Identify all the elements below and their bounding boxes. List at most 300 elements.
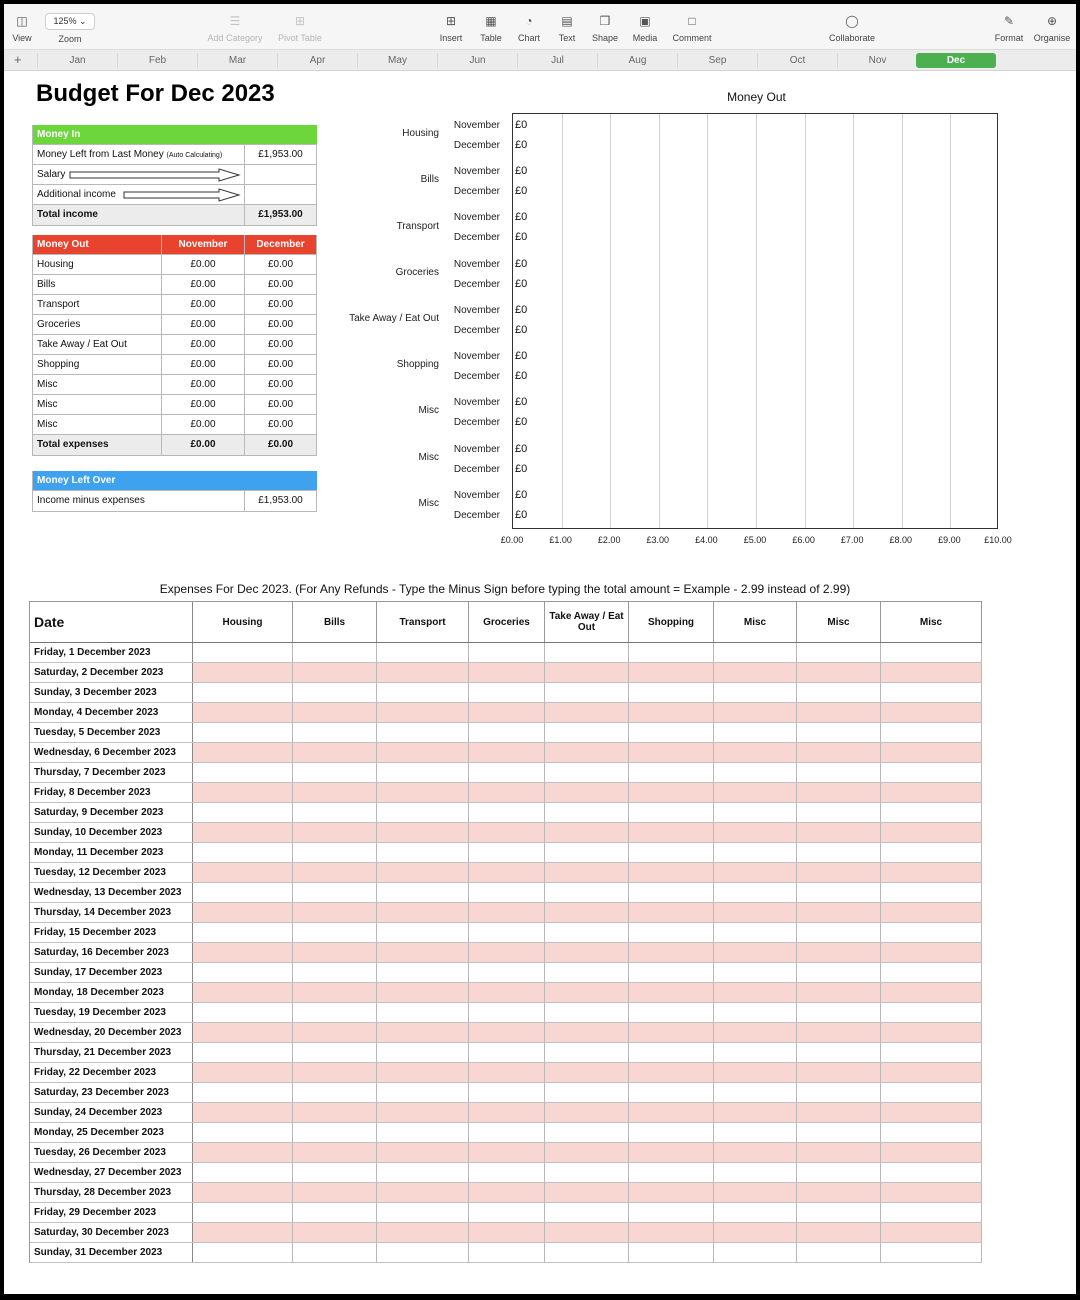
expense-cell[interactable]	[629, 863, 714, 882]
expense-cell[interactable]	[881, 803, 982, 822]
expense-cell[interactable]	[293, 1083, 377, 1102]
expense-cell[interactable]	[293, 803, 377, 822]
expense-cell[interactable]	[881, 1023, 982, 1042]
expense-cell[interactable]	[797, 723, 881, 742]
expense-cell[interactable]	[193, 823, 293, 842]
expense-cell[interactable]	[469, 883, 545, 902]
expense-cell[interactable]	[881, 1123, 982, 1142]
expense-cell[interactable]	[797, 1243, 881, 1262]
expense-cell[interactable]	[797, 1043, 881, 1062]
expense-cell[interactable]	[545, 943, 629, 962]
expense-cell[interactable]	[469, 1183, 545, 1202]
expense-cell[interactable]	[714, 1183, 797, 1202]
comment-button[interactable]: □ Comment	[668, 13, 716, 43]
expense-cell[interactable]	[293, 923, 377, 942]
expense-cell[interactable]	[881, 663, 982, 682]
expense-cell[interactable]	[714, 1163, 797, 1182]
expense-cell[interactable]	[714, 963, 797, 982]
date-cell[interactable]: Saturday, 30 December 2023	[30, 1223, 193, 1242]
expense-cell[interactable]	[714, 923, 797, 942]
expense-cell[interactable]	[797, 1083, 881, 1102]
expense-cell[interactable]	[714, 1143, 797, 1162]
expense-cell[interactable]	[714, 643, 797, 662]
tab-nov[interactable]: Nov	[837, 53, 917, 68]
expense-cell[interactable]	[377, 783, 469, 802]
expense-cell[interactable]	[293, 743, 377, 762]
expense-cell[interactable]	[377, 1143, 469, 1162]
expense-cell[interactable]	[797, 1183, 881, 1202]
expense-cell[interactable]	[881, 923, 982, 942]
expense-cell[interactable]	[797, 643, 881, 662]
expense-cell[interactable]	[193, 883, 293, 902]
expense-cell[interactable]	[629, 683, 714, 702]
expense-cell[interactable]	[469, 643, 545, 662]
expense-cell[interactable]	[881, 1163, 982, 1182]
tab-sep[interactable]: Sep	[677, 53, 757, 68]
expense-cell[interactable]	[469, 703, 545, 722]
expense-cell[interactable]	[377, 1243, 469, 1262]
tab-may[interactable]: May	[357, 53, 437, 68]
expense-cell[interactable]	[469, 1003, 545, 1022]
insert-button[interactable]: ⊞ Insert	[434, 13, 468, 43]
expense-cell[interactable]	[469, 1023, 545, 1042]
expense-cell[interactable]	[714, 1103, 797, 1122]
table-button[interactable]: ▦ Table	[474, 13, 508, 43]
expense-cell[interactable]	[629, 723, 714, 742]
expense-cell[interactable]	[629, 1143, 714, 1162]
expense-cell[interactable]	[797, 1223, 881, 1242]
expense-cell[interactable]	[629, 1023, 714, 1042]
date-cell[interactable]: Tuesday, 26 December 2023	[30, 1143, 193, 1162]
expense-cell[interactable]	[469, 1103, 545, 1122]
expense-cell[interactable]	[629, 643, 714, 662]
expense-cell[interactable]	[377, 1103, 469, 1122]
expense-cell[interactable]	[377, 903, 469, 922]
expense-cell[interactable]	[629, 743, 714, 762]
expense-cell[interactable]	[469, 903, 545, 922]
expense-cell[interactable]	[293, 783, 377, 802]
expense-cell[interactable]	[293, 903, 377, 922]
expense-cell[interactable]	[293, 963, 377, 982]
expense-cell[interactable]	[193, 663, 293, 682]
expense-cell[interactable]	[293, 1143, 377, 1162]
expense-cell[interactable]	[377, 943, 469, 962]
expense-cell[interactable]	[629, 1003, 714, 1022]
expense-cell[interactable]	[881, 843, 982, 862]
expense-cell[interactable]	[469, 1123, 545, 1142]
expense-cell[interactable]	[797, 823, 881, 842]
expense-cell[interactable]	[881, 883, 982, 902]
expense-cell[interactable]	[545, 1183, 629, 1202]
chart-plot-area[interactable]	[512, 113, 998, 529]
add-category-button[interactable]: ☰ Add Category	[202, 13, 268, 43]
expense-cell[interactable]	[714, 943, 797, 962]
expense-cell[interactable]	[293, 1023, 377, 1042]
expense-cell[interactable]	[797, 983, 881, 1002]
expense-cell[interactable]	[293, 703, 377, 722]
expense-cell[interactable]	[629, 1243, 714, 1262]
expense-cell[interactable]	[545, 763, 629, 782]
expense-cell[interactable]	[629, 843, 714, 862]
date-cell[interactable]: Thursday, 7 December 2023	[30, 763, 193, 782]
expense-cell[interactable]	[714, 823, 797, 842]
expense-cell[interactable]	[881, 1103, 982, 1122]
expense-cell[interactable]	[377, 1063, 469, 1082]
expense-cell[interactable]	[377, 883, 469, 902]
expense-cell[interactable]	[469, 1083, 545, 1102]
tab-apr[interactable]: Apr	[277, 53, 357, 68]
column-header[interactable]: Misc	[714, 602, 797, 642]
date-cell[interactable]: Wednesday, 20 December 2023	[30, 1023, 193, 1042]
expense-cell[interactable]	[469, 963, 545, 982]
expense-cell[interactable]	[797, 663, 881, 682]
expense-cell[interactable]	[193, 783, 293, 802]
expense-cell[interactable]	[469, 683, 545, 702]
expense-cell[interactable]	[545, 723, 629, 742]
expense-cell[interactable]	[545, 683, 629, 702]
pivot-table-button[interactable]: ⊞ Pivot Table	[272, 13, 328, 43]
expense-cell[interactable]	[714, 783, 797, 802]
expense-cell[interactable]	[377, 1163, 469, 1182]
expense-cell[interactable]	[797, 1023, 881, 1042]
expense-cell[interactable]	[293, 1223, 377, 1242]
expense-cell[interactable]	[193, 1103, 293, 1122]
expense-cell[interactable]	[469, 943, 545, 962]
expense-cell[interactable]	[714, 843, 797, 862]
media-button[interactable]: ▣ Media	[628, 13, 662, 43]
expense-cell[interactable]	[629, 1083, 714, 1102]
expense-cell[interactable]	[293, 663, 377, 682]
expense-cell[interactable]	[714, 803, 797, 822]
expense-cell[interactable]	[377, 663, 469, 682]
expense-cell[interactable]	[881, 1243, 982, 1262]
expense-cell[interactable]	[881, 1183, 982, 1202]
expense-cell[interactable]	[545, 803, 629, 822]
expense-cell[interactable]	[469, 983, 545, 1002]
add-sheet-icon[interactable]: +	[14, 52, 22, 67]
expense-cell[interactable]	[797, 743, 881, 762]
date-cell[interactable]: Tuesday, 12 December 2023	[30, 863, 193, 882]
expense-cell[interactable]	[293, 823, 377, 842]
expense-cell[interactable]	[293, 1183, 377, 1202]
expense-cell[interactable]	[377, 1003, 469, 1022]
expense-cell[interactable]	[293, 883, 377, 902]
expense-cell[interactable]	[797, 763, 881, 782]
expense-cell[interactable]	[545, 1243, 629, 1262]
date-cell[interactable]: Friday, 1 December 2023	[30, 643, 193, 662]
column-header[interactable]: Misc	[797, 602, 881, 642]
expense-cell[interactable]	[881, 1083, 982, 1102]
expense-cell[interactable]	[377, 963, 469, 982]
expense-cell[interactable]	[629, 823, 714, 842]
date-cell[interactable]: Friday, 8 December 2023	[30, 783, 193, 802]
expense-cell[interactable]	[629, 703, 714, 722]
date-cell[interactable]: Monday, 11 December 2023	[30, 843, 193, 862]
expense-cell[interactable]	[881, 963, 982, 982]
expense-cell[interactable]	[193, 703, 293, 722]
expense-cell[interactable]	[293, 723, 377, 742]
zoom-control[interactable]: 125% ⌄ Zoom	[44, 13, 96, 44]
date-cell[interactable]: Sunday, 17 December 2023	[30, 963, 193, 982]
expense-cell[interactable]	[545, 783, 629, 802]
expense-cell[interactable]	[293, 1003, 377, 1022]
expense-cell[interactable]	[193, 1143, 293, 1162]
expense-cell[interactable]	[881, 1143, 982, 1162]
expense-cell[interactable]	[714, 1203, 797, 1222]
expense-cell[interactable]	[293, 1063, 377, 1082]
expense-cell[interactable]	[797, 783, 881, 802]
expense-cell[interactable]	[714, 723, 797, 742]
expense-cell[interactable]	[714, 1043, 797, 1062]
expense-cell[interactable]	[293, 843, 377, 862]
expense-cell[interactable]	[377, 1023, 469, 1042]
expense-cell[interactable]	[545, 1023, 629, 1042]
expense-cell[interactable]	[797, 943, 881, 962]
expense-cell[interactable]	[714, 703, 797, 722]
expense-cell[interactable]	[293, 763, 377, 782]
tab-jul[interactable]: Jul	[517, 53, 597, 68]
expense-cell[interactable]	[377, 803, 469, 822]
expense-cell[interactable]	[881, 763, 982, 782]
date-cell[interactable]: Monday, 4 December 2023	[30, 703, 193, 722]
expense-cell[interactable]	[469, 823, 545, 842]
expense-cell[interactable]	[469, 763, 545, 782]
expense-cell[interactable]	[193, 763, 293, 782]
expense-cell[interactable]	[629, 1163, 714, 1182]
expense-cell[interactable]	[545, 1123, 629, 1142]
expense-cell[interactable]	[797, 843, 881, 862]
expense-cell[interactable]	[293, 1123, 377, 1142]
expense-cell[interactable]	[629, 1123, 714, 1142]
expense-cell[interactable]	[193, 743, 293, 762]
expense-cell[interactable]	[714, 763, 797, 782]
expense-cell[interactable]	[193, 863, 293, 882]
expense-cell[interactable]	[193, 1063, 293, 1082]
expense-cell[interactable]	[797, 683, 881, 702]
column-header[interactable]: Groceries	[469, 602, 545, 642]
expense-cell[interactable]	[545, 703, 629, 722]
expense-cell[interactable]	[545, 823, 629, 842]
expense-cell[interactable]	[293, 1163, 377, 1182]
expense-cell[interactable]	[193, 1023, 293, 1042]
expense-cell[interactable]	[469, 1223, 545, 1242]
expense-cell[interactable]	[193, 1163, 293, 1182]
expense-cell[interactable]	[545, 963, 629, 982]
expense-cell[interactable]	[714, 863, 797, 882]
expense-cell[interactable]	[881, 683, 982, 702]
expense-cell[interactable]	[469, 743, 545, 762]
organise-button[interactable]: ⊕ Organise	[1030, 13, 1074, 43]
expense-cell[interactable]	[881, 723, 982, 742]
expense-cell[interactable]	[881, 703, 982, 722]
expense-cell[interactable]	[545, 1003, 629, 1022]
expense-cell[interactable]	[629, 923, 714, 942]
expense-cell[interactable]	[377, 863, 469, 882]
expense-cell[interactable]	[193, 1223, 293, 1242]
expense-cell[interactable]	[293, 1243, 377, 1262]
expense-cell[interactable]	[193, 803, 293, 822]
expense-cell[interactable]	[545, 843, 629, 862]
expense-cell[interactable]	[193, 1043, 293, 1062]
expense-cell[interactable]	[293, 683, 377, 702]
expense-cell[interactable]	[545, 1143, 629, 1162]
expense-cell[interactable]	[797, 883, 881, 902]
expense-cell[interactable]	[193, 1243, 293, 1262]
expense-cell[interactable]	[469, 723, 545, 742]
expense-cell[interactable]	[797, 1203, 881, 1222]
column-header[interactable]: Date	[30, 602, 193, 642]
expense-cell[interactable]	[545, 1163, 629, 1182]
expense-cell[interactable]	[377, 1083, 469, 1102]
expense-cell[interactable]	[629, 1223, 714, 1242]
expense-cell[interactable]	[377, 643, 469, 662]
date-cell[interactable]: Wednesday, 27 December 2023	[30, 1163, 193, 1182]
expense-cell[interactable]	[377, 843, 469, 862]
expense-cell[interactable]	[469, 663, 545, 682]
expense-cell[interactable]	[377, 1203, 469, 1222]
expense-cell[interactable]	[545, 1103, 629, 1122]
date-cell[interactable]: Thursday, 14 December 2023	[30, 903, 193, 922]
expense-cell[interactable]	[545, 1223, 629, 1242]
expense-cell[interactable]	[469, 863, 545, 882]
date-cell[interactable]: Tuesday, 5 December 2023	[30, 723, 193, 742]
expense-cell[interactable]	[293, 863, 377, 882]
date-cell[interactable]: Thursday, 21 December 2023	[30, 1043, 193, 1062]
expense-cell[interactable]	[377, 1043, 469, 1062]
tab-aug[interactable]: Aug	[597, 53, 677, 68]
column-header[interactable]: Bills	[293, 602, 377, 642]
date-cell[interactable]: Sunday, 3 December 2023	[30, 683, 193, 702]
tab-mar[interactable]: Mar	[197, 53, 277, 68]
column-header[interactable]: Transport	[377, 602, 469, 642]
expense-cell[interactable]	[545, 1083, 629, 1102]
expense-cell[interactable]	[881, 943, 982, 962]
expense-cell[interactable]	[881, 1043, 982, 1062]
tab-feb[interactable]: Feb	[117, 53, 197, 68]
format-button[interactable]: ✎ Format	[992, 13, 1026, 43]
expense-cell[interactable]	[629, 803, 714, 822]
date-cell[interactable]: Saturday, 16 December 2023	[30, 943, 193, 962]
expense-cell[interactable]	[629, 1203, 714, 1222]
expense-cell[interactable]	[193, 983, 293, 1002]
expense-cell[interactable]	[377, 723, 469, 742]
expense-cell[interactable]	[545, 863, 629, 882]
expense-cell[interactable]	[629, 963, 714, 982]
date-cell[interactable]: Monday, 18 December 2023	[30, 983, 193, 1002]
expense-cell[interactable]	[881, 1003, 982, 1022]
expense-cell[interactable]	[881, 863, 982, 882]
expense-cell[interactable]	[545, 923, 629, 942]
column-header[interactable]: Shopping	[629, 602, 714, 642]
expense-cell[interactable]	[881, 983, 982, 1002]
expense-cell[interactable]	[714, 1003, 797, 1022]
expense-cell[interactable]	[193, 643, 293, 662]
expense-cell[interactable]	[193, 1003, 293, 1022]
date-cell[interactable]: Monday, 25 December 2023	[30, 1123, 193, 1142]
expense-cell[interactable]	[881, 1203, 982, 1222]
expense-cell[interactable]	[469, 1243, 545, 1262]
expense-cell[interactable]	[881, 1063, 982, 1082]
expense-cell[interactable]	[469, 783, 545, 802]
expense-cell[interactable]	[469, 843, 545, 862]
expense-cell[interactable]	[797, 1143, 881, 1162]
expense-cell[interactable]	[797, 1123, 881, 1142]
column-header[interactable]: Take Away / Eat Out	[545, 602, 629, 642]
expense-cell[interactable]	[797, 963, 881, 982]
expense-cell[interactable]	[293, 1203, 377, 1222]
column-header[interactable]: Misc	[881, 602, 982, 642]
expense-cell[interactable]	[881, 903, 982, 922]
expense-cell[interactable]	[193, 1183, 293, 1202]
expense-cell[interactable]	[881, 643, 982, 662]
expense-cell[interactable]	[545, 643, 629, 662]
expense-cell[interactable]	[545, 1203, 629, 1222]
expense-cell[interactable]	[545, 883, 629, 902]
expense-cell[interactable]	[545, 1063, 629, 1082]
date-cell[interactable]: Friday, 15 December 2023	[30, 923, 193, 942]
expense-cell[interactable]	[193, 963, 293, 982]
expense-cell[interactable]	[714, 743, 797, 762]
expense-cell[interactable]	[714, 1083, 797, 1102]
date-cell[interactable]: Tuesday, 19 December 2023	[30, 1003, 193, 1022]
date-cell[interactable]: Sunday, 10 December 2023	[30, 823, 193, 842]
date-cell[interactable]: Saturday, 9 December 2023	[30, 803, 193, 822]
expense-cell[interactable]	[193, 923, 293, 942]
expense-cell[interactable]	[629, 663, 714, 682]
date-cell[interactable]: Friday, 22 December 2023	[30, 1063, 193, 1082]
expense-cell[interactable]	[714, 903, 797, 922]
expense-cell[interactable]	[629, 1183, 714, 1202]
view-button[interactable]: ◫ View	[8, 13, 36, 43]
expense-cell[interactable]	[629, 943, 714, 962]
expense-cell[interactable]	[881, 783, 982, 802]
expense-cell[interactable]	[293, 1103, 377, 1122]
expense-cell[interactable]	[293, 983, 377, 1002]
date-cell[interactable]: Wednesday, 6 December 2023	[30, 743, 193, 762]
expense-cell[interactable]	[293, 1043, 377, 1062]
expense-cell[interactable]	[377, 823, 469, 842]
expense-cell[interactable]	[377, 763, 469, 782]
expense-cell[interactable]	[629, 783, 714, 802]
expense-cell[interactable]	[193, 1123, 293, 1142]
expense-cell[interactable]	[714, 1223, 797, 1242]
expense-cell[interactable]	[469, 1163, 545, 1182]
expense-cell[interactable]	[293, 643, 377, 662]
tab-jun[interactable]: Jun	[437, 53, 517, 68]
expense-cell[interactable]	[545, 743, 629, 762]
expense-cell[interactable]	[377, 1183, 469, 1202]
expense-cell[interactable]	[714, 1123, 797, 1142]
shape-button[interactable]: ❒ Shape	[588, 13, 622, 43]
expense-cell[interactable]	[469, 1143, 545, 1162]
expense-cell[interactable]	[469, 1063, 545, 1082]
text-button[interactable]: ▤ Text	[550, 13, 584, 43]
date-cell[interactable]: Saturday, 23 December 2023	[30, 1083, 193, 1102]
expense-cell[interactable]	[797, 1163, 881, 1182]
expense-cell[interactable]	[545, 663, 629, 682]
expense-cell[interactable]	[469, 923, 545, 942]
expense-cell[interactable]	[629, 983, 714, 1002]
expense-cell[interactable]	[629, 763, 714, 782]
tab-dec[interactable]: Dec	[916, 53, 996, 68]
expense-cell[interactable]	[193, 723, 293, 742]
expense-cell[interactable]	[193, 943, 293, 962]
expense-cell[interactable]	[797, 903, 881, 922]
date-cell[interactable]: Sunday, 24 December 2023	[30, 1103, 193, 1122]
expense-cell[interactable]	[714, 683, 797, 702]
expense-cell[interactable]	[629, 1043, 714, 1062]
expense-cell[interactable]	[797, 703, 881, 722]
